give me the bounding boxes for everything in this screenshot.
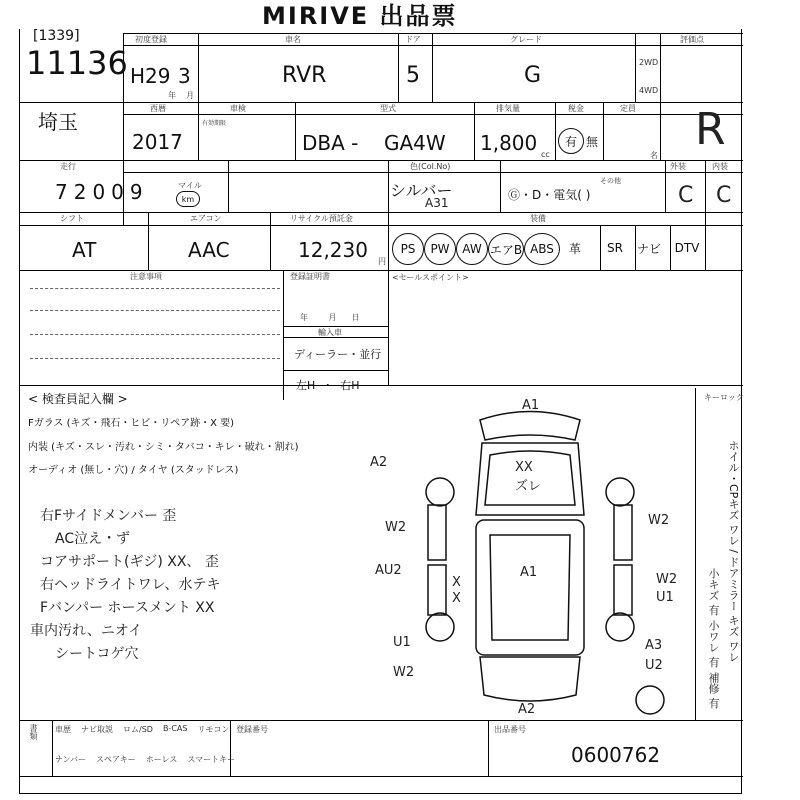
label-import: 輸入車 [318, 328, 342, 337]
equipment-DTV: DTV [674, 241, 700, 255]
color-other: その他 [600, 177, 621, 185]
drive-2wd: 2WD [639, 58, 659, 67]
footer-item: ナンバー [55, 755, 87, 764]
label-doors: ドア [405, 35, 421, 44]
inspector-note-line: 車内汚れ、ニオイ [30, 623, 143, 639]
reg-year-unit: 年 [168, 91, 176, 100]
ac-value: AAC [188, 238, 230, 262]
diagram-mark: X [452, 591, 461, 606]
equipment-革: 革 [568, 241, 581, 256]
diagram-mark: A3 [645, 638, 663, 653]
label-sales-point: <セールスポイント> [392, 273, 469, 282]
diagram-mark: U1 [393, 635, 411, 650]
exterior-grade: C [678, 183, 694, 208]
reg-month-unit: 月 [186, 91, 194, 100]
label-exterior: 外装 [670, 162, 686, 171]
reg-era: H29 [130, 64, 171, 88]
capacity-unit: 名 [650, 151, 658, 160]
lot-number: 11136 [26, 44, 128, 82]
label-year: 西暦 [150, 104, 166, 113]
label-grade: グレード [510, 35, 542, 44]
diagram-mark: AU2 [375, 563, 402, 578]
color-value: シルバー [390, 181, 453, 200]
doors-value: 5 [406, 63, 420, 88]
handle-side: 左H ・ 右H [296, 379, 360, 392]
footer-item: スペアキー [96, 755, 136, 764]
footer-items-row2 [55, 754, 235, 765]
label-color: 色(Col.No) [410, 162, 451, 171]
label-reg-date: 初度登録 [135, 35, 167, 44]
side-notes-main: ホイル・CPキズ ワレ / ドアミラー キズ ワレ [727, 440, 740, 663]
diagram-mark: A1 [520, 565, 538, 580]
model-prefix: DBA - [302, 131, 359, 155]
diagram-mark: X [452, 575, 461, 590]
diagram-mark: XX [515, 460, 533, 475]
label-keylock: キーロック [704, 393, 744, 402]
footer-item: ロム/SD [123, 725, 153, 734]
label-tax: 税金 [568, 104, 584, 113]
import-type: ディーラー・並行 [294, 348, 382, 361]
drive-4wd: 4WD [639, 86, 659, 95]
equipment-ナビ: ナビ [636, 241, 661, 256]
equipment-エアB: エアB [488, 233, 524, 265]
diagram-mark: A1 [522, 398, 540, 413]
label-displacement: 排気量 [496, 104, 520, 113]
label-auction-no: 出品番号 [494, 725, 526, 734]
equipment-PS: PS [392, 233, 424, 265]
mileage-unit-mile: マイル [178, 181, 202, 190]
equipment-PW: PW [424, 233, 456, 265]
equipment-row [392, 233, 742, 265]
model-code: GA4W [384, 131, 446, 155]
displacement-unit: cc [541, 150, 550, 159]
footer-item: ナビ取説 [81, 725, 113, 734]
year-value: 2017 [132, 130, 183, 154]
diagram-mark: A2 [518, 702, 536, 717]
footer-item: 車歴 [55, 725, 71, 734]
diagram-mark: ズレ [515, 479, 542, 494]
label-notes: 注意事項 [130, 272, 162, 281]
label-inspection: 車検 [230, 104, 246, 113]
inspector-note-line: 右Fサイドメンバー 歪 [40, 508, 177, 524]
tax-no: 無 [586, 135, 599, 149]
reg-box-date: 年 月 日 [300, 313, 360, 322]
diagram-mark: W2 [648, 513, 670, 528]
diagram-mark: W2 [656, 572, 678, 587]
inspector-audio: オーディオ (無し・穴) / タイヤ (スタッドレス) [28, 465, 239, 476]
side-note-1: 小キズ 有 [707, 568, 720, 616]
inspector-notes-title: < 検査員記入欄 > [28, 392, 128, 406]
recycle-value: 12,230 [298, 238, 368, 262]
tax-yes-circled: 有 [558, 128, 584, 154]
interior-grade: C [716, 183, 732, 208]
label-recycle: リサイクル預託金 [290, 214, 353, 223]
label-score: 評価点 [680, 35, 704, 44]
label-model: 車名 [285, 35, 301, 44]
footer-docs-label: 書類 [29, 724, 38, 740]
label-capacity: 定員 [620, 104, 636, 113]
inspector-note-line: コアサポート(ギジ) XX、 歪 [40, 554, 219, 570]
diagram-mark: W2 [385, 520, 407, 535]
footer-item: スマートキー [187, 755, 236, 764]
label-registration-check: 登録証明書 [290, 272, 330, 281]
side-note-2: 小ワレ 有 [707, 620, 720, 668]
label-mileage: 走行 [60, 162, 76, 171]
inspector-note-line: 右ヘッドライトワレ、水テキ [40, 577, 221, 593]
region: 埼玉 [38, 110, 78, 134]
shift-value: AT [72, 238, 97, 262]
inspector-interior: 内装 (キズ・スレ・汚れ・シミ・タバコ・キレ・破れ・割れ) [28, 442, 299, 453]
inspection-note: 有効期限 [202, 120, 227, 127]
auction-number: 0600762 [571, 743, 661, 767]
inspector-note-line: シートコゲ穴 [55, 646, 139, 662]
mileage-unit-km: km [176, 191, 200, 207]
label-ac: エアコン [190, 214, 222, 223]
footer-items-row1 [55, 724, 229, 735]
diagram-marks [370, 395, 690, 720]
diagram-mark: W2 [393, 665, 415, 680]
footer-item: ホーレス [145, 755, 178, 764]
label-shift: シフト [60, 214, 84, 223]
label-interior: 内装 [712, 162, 728, 171]
equipment-AW: AW [456, 233, 488, 265]
side-note-3: 補修 有 [707, 672, 720, 709]
label-equipment: 装備 [530, 214, 546, 223]
lot-bracket-number: [1339] [33, 28, 80, 44]
mileage-value: 72009 [55, 180, 149, 204]
equipment-SR: SR [607, 241, 623, 255]
recycle-unit: 円 [378, 257, 386, 266]
inspector-note-line: Fバンパー ホースメント XX [40, 600, 215, 616]
footer-item: B-CAS [162, 724, 188, 733]
equipment-ABS: ABS [524, 233, 560, 265]
footer-item: リモコン [197, 725, 230, 734]
color-code: A31 [425, 196, 449, 210]
label-model-type: 型式 [380, 104, 396, 113]
inspector-note-line: AC泣え・ず [55, 531, 131, 547]
grade-value: G [524, 63, 542, 88]
reg-month: 3 [178, 64, 191, 88]
label-reg-no: 登録番号 [236, 725, 268, 734]
displacement-value: 1,800 [480, 131, 538, 155]
form-title: MIRIVE 出品票 [262, 2, 458, 30]
score-value: R [695, 104, 726, 155]
inspector-glass: Fガラス (キズ・飛石・ヒビ・リペア跡・X 要) [28, 418, 235, 429]
diagram-mark: U2 [645, 658, 663, 673]
diagram-mark: A2 [370, 455, 388, 470]
diagram-mark: U1 [656, 590, 674, 605]
model-name: RVR [282, 63, 327, 88]
color-options: Ⓖ・D・電気( ) [508, 188, 591, 202]
